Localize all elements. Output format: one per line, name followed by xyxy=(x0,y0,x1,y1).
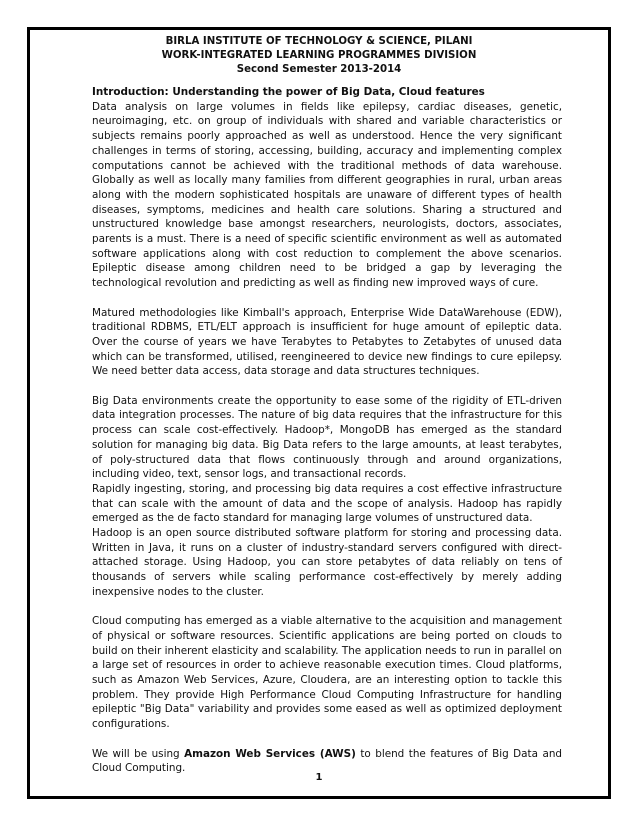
paragraph-6: Cloud computing has emerged as a viable alternative to the acquisition and management of physical or software resources. Scientific applications are being ported on clouds to build on their inherent elasticity and scalability. The application needs to run in parallel on a large set of resources in order to achieve reasonable execution times. Cloud platforms, such as Amazon Web Services, Azure, Cloudera, are an interesting option to tackle this problem. They provide High Performance Cloud Computing Infrastructure for handling epileptic "Big Data" variability and provides some eased as well as optimized deployment configurations. xyxy=(92,615,562,731)
paragraph-5: Hadoop is an open source distributed software platform for storing and processing data. Written in Java, it runs on a cluster of industry-standard servers configured with direct-attached storage. Using Hadoop, you can store petabytes of data reliably on tens of thousands of servers while scaling performance cost-effectively by merely adding inexpensive nodes to the cluster. xyxy=(92,527,562,598)
document-header xyxy=(30,35,608,77)
paragraph-2: Matured methodologies like Kimball's approach, Enterprise Wide DataWarehouse (EDW), traditional RDBMS, ETL/ELT approach is insufficient for huge amount of epileptic data. Over the course of years we have Terabytes to Petabytes to Zetabytes of unused data which can be transformed, utilised, reengineered to device new findings to cure epilepsy. We need better data access, data storage and data structures techniques. xyxy=(92,306,562,378)
paragraph-1: Data analysis on large volumes in fields like epilepsy, cardiac diseases, genetic, neuroimaging, etc. on group of individuals with shared and variable characteristics or subjects remains poorly approached as well as understood. Hence the very significant challenges in terms of storing, accessing, building, accuracy and implementing complex computations cannot be achieved with the traditional methods of data warehouse. Globally as well as locally many families from different geographies in rural, urban areas along with the modern sophisticated hospitals are unaware of different types of health diseases, symptoms, medicines and health care solutions. Sharing a structured and unstructured knowledge base amongst researchers, neurologists, doctors, associates, parents is a must. There is a need of specific scientific environment as well as automated software applications along with cost reduction to complement the above scenarios. Epileptic disease among children need to be bridged a gap by leveraging the technological revolution and predicting as well as finding new improved ways of cure. xyxy=(92,100,562,290)
document-body xyxy=(92,85,562,791)
section-title: Introduction: Understanding the power of Big Data, Cloud features xyxy=(92,86,485,98)
page-number: 1 xyxy=(315,772,323,783)
paragraph-3: Big Data environments create the opportunity to ease some of the rigidity of ETL-driven data integration processes. The nature of big data requires that the infrastructure for this process can scale cost-effectively. Hadoop*, MongoDB has emerged as the standard solution for managing big data. Big Data refers to the large amounts, at least terabytes, of poly-structured data that flows continuously through and around organizations, including video, text, sensor logs, and transactional records. xyxy=(92,394,562,481)
paragraph-7-end: to blend the features of Big Data and Cloud Computing. xyxy=(92,747,562,775)
aws-emphasis: Amazon Web Services (AWS) xyxy=(184,747,356,760)
division-name: WORK-INTEGRATED LEARNING PROGRAMMES DIVISION xyxy=(161,50,477,61)
paragraph-7-start: We will be using xyxy=(92,747,185,760)
paragraph-4: Rapidly ingesting, storing, and processing big data requires a cost effective infrastructure that can scale with the amount of data and the scope of analysis. Hadoop has rapidly emerged as the de facto standard for managing large volumes of unstructured data. xyxy=(92,482,562,525)
institute-name: BIRLA INSTITUTE OF TECHNOLOGY & SCIENCE, PILANI xyxy=(165,36,473,47)
semester-label: Second Semester 2013-2014 xyxy=(236,64,402,75)
